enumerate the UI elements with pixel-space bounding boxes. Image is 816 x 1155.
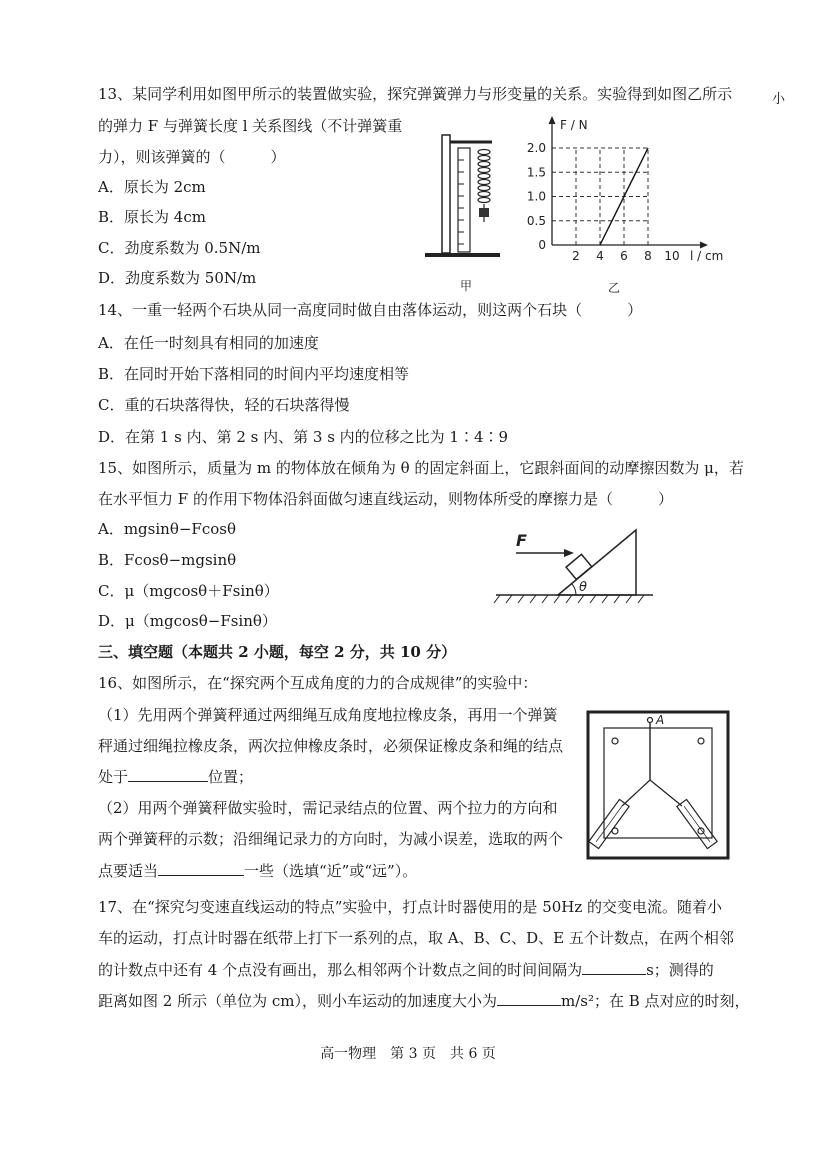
q16-part2-line2: 两个弹簧秤的示数；沿细绳记录力的方向时，为减小误差，选取的两个 [98,830,564,848]
force-length-chart [506,112,746,302]
x-tick-label-4: 4 [596,249,604,263]
ruler-ticks [458,160,464,244]
angle-label: θ [579,580,587,595]
angle-arc [572,584,576,595]
q14-option-a: A．在任一时刻具有相同的加速度 [98,334,319,352]
incline-figure [488,520,658,610]
q17-answer-blank-1[interactable] [582,960,646,975]
stand-pole [442,135,450,253]
q17-line4-prefix: 距离如图 2 所示（单位为 cm），则小车运动的加速度大小为 [98,992,497,1010]
q13-option-b: B．原长为 4cm [98,208,206,226]
x-axis-arrow [700,242,708,249]
q17-answer-blank-2[interactable] [497,991,561,1006]
q17-line3 [98,960,714,980]
q14-stem: 14、一重一轻两个石块从同一高度同时做自由落体运动，则这两个石块（ ） [98,301,643,319]
q14-option-c: C．重的石块落得快，轻的石块落得慢 [98,396,350,414]
y-tick-label-2.0: 2.0 [526,141,546,155]
q17-line4-suffix: m/s²；在 B 点对应的时刻， [560,992,750,1010]
force-composition-figure [584,708,736,866]
q15-option-b: B．Fcosθ−mgsinθ [98,551,237,569]
q15-option-a: A．mgsinθ−Fcosθ [98,520,236,538]
q16-part1-suffix: 位置； [208,768,254,786]
string-left [622,780,650,806]
block [566,554,592,579]
q16-answer-blank-1[interactable] [128,767,208,782]
spring-scale-left [589,799,629,848]
x-tick-label-8: 8 [644,249,652,263]
y-tick-label-0.5: 0.5 [526,213,546,228]
q13-stem-line2: 的弹力 F 与弹簧长度 l 关系图线（不计弹簧重 [98,117,403,135]
y-tick-label-1.5: 1.5 [526,165,546,180]
q14-option-d: D．在第 1 s 内、第 2 s 内、第 3 s 内的位移之比为 1∶4∶9 [98,428,509,446]
q16-part2-line1: （2）用两个弹簧秤做实验时，需记录结点的位置、两个拉力的方向和 [98,799,558,817]
x-tick-labels [572,249,679,263]
incline-wedge [558,530,636,595]
q15-option-d: D．μ（mgcosθ−Fsinθ） [98,612,277,630]
point-a-mark [648,718,653,723]
stand-base [425,253,500,257]
pin-tr [698,738,704,744]
q13-option-d: D．劲度系数为 50N/m [98,269,257,287]
x-axis-label: l / cm [690,249,724,263]
q16-part1-line3 [98,767,253,787]
q16-part1-line2: 秤通过细绳拉橡皮条，两次拉伸橡皮条时，必须保证橡皮条和绳的结点 [98,737,564,755]
q17-line1: 17、在“探究匀变速直线运动的特点”实验中，打点计时器使用的是 50Hz 的交变电流。随着小 [98,898,723,916]
force-arrow-head [564,549,574,557]
ground-hatch [494,595,644,603]
x-tick-label-6: 6 [620,249,628,263]
q15-option-c: C．μ（mgcosθ＋Fsinθ） [98,582,279,600]
y-axis-label: F / N [560,118,588,132]
q13-option-c: C．劲度系数为 0.5N/m [98,239,261,257]
q16-answer-blank-2[interactable] [158,861,244,876]
q17-line3-prefix: 的计数点中还有 4 个点没有画出，那么相邻两个计数点之间的时间间隔为 [98,961,583,979]
edge-mark: 小 [772,92,786,107]
q13-stem-line1: 13、某同学利用如图甲所示的装置做实验，探究弹簧弹力与形变量的关系。实验得到如图乙所示 [98,85,733,103]
ruler [458,148,470,252]
y-tick-labels [527,141,546,252]
fig-jia-label: 甲 [460,279,473,293]
force-label: F [516,531,527,550]
section-3-heading: 三、填空题（本题共 2 小题，每空 2 分，共 10 分） [98,643,457,661]
spring-scale-right [677,799,717,848]
board-frame [588,712,728,858]
q17-line2: 车的运动，打点计时器在纸带上打下一系列的点，取 A、B、C、D、E 五个计数点，在两个相邻 [98,929,734,947]
point-a-label: A [656,713,665,727]
q16-stem: 16、如图所示，在“探究两个互成角度的力的合成规律”的实验中： [98,674,538,692]
x-tick-label-10: 10 [664,249,680,263]
q17-line4 [98,991,750,1011]
spring [478,150,490,203]
q13-stem-line3: 力），则该弹簧的（ ） [98,148,286,166]
q15-stem-line1: 15、如图所示，质量为 m 的物体放在倾角为 θ 的固定斜面上，它跟斜面间的动摩擦因数为 μ，若 [98,459,744,477]
string-right [650,780,682,806]
q14-option-b: B．在同时开始下落相同的时间内平均速度相等 [98,365,410,383]
q16-part2-suffix: 一些（选填“近”或“远”）。 [244,862,418,880]
hanging-weight [479,208,489,217]
spring-apparatus-figure [420,130,510,300]
q13-option-a: A．原长为 2cm [98,178,206,196]
q16-part2-prefix: 点要适当 [98,862,159,880]
y-tick-label-1.0: 1.0 [526,189,546,204]
y-axis-arrow [549,116,556,124]
pin-tl [612,738,618,744]
paper-sheet [604,728,712,838]
y-tick-label-0: 0 [538,238,546,252]
q16-part2-line3 [98,861,417,881]
q16-part1-prefix: 处于 [98,768,129,786]
page-footer: 高一物理 第 3 页 共 6 页 [320,1046,496,1062]
x-tick-label-2: 2 [572,249,580,263]
fig-yi-label: 乙 [608,281,621,295]
q17-line3-suffix: s；测得的 [646,961,714,979]
chart-grid [552,148,648,245]
q16-part1-line1: （1）先用两个弹簧秤通过两细绳互成角度地拉橡皮条，再用一个弹簧 [98,706,558,724]
q15-stem-line2: 在水平恒力 F 的作用下物体沿斜面做匀速直线运动，则物体所受的摩擦力是（ ） [98,490,673,508]
